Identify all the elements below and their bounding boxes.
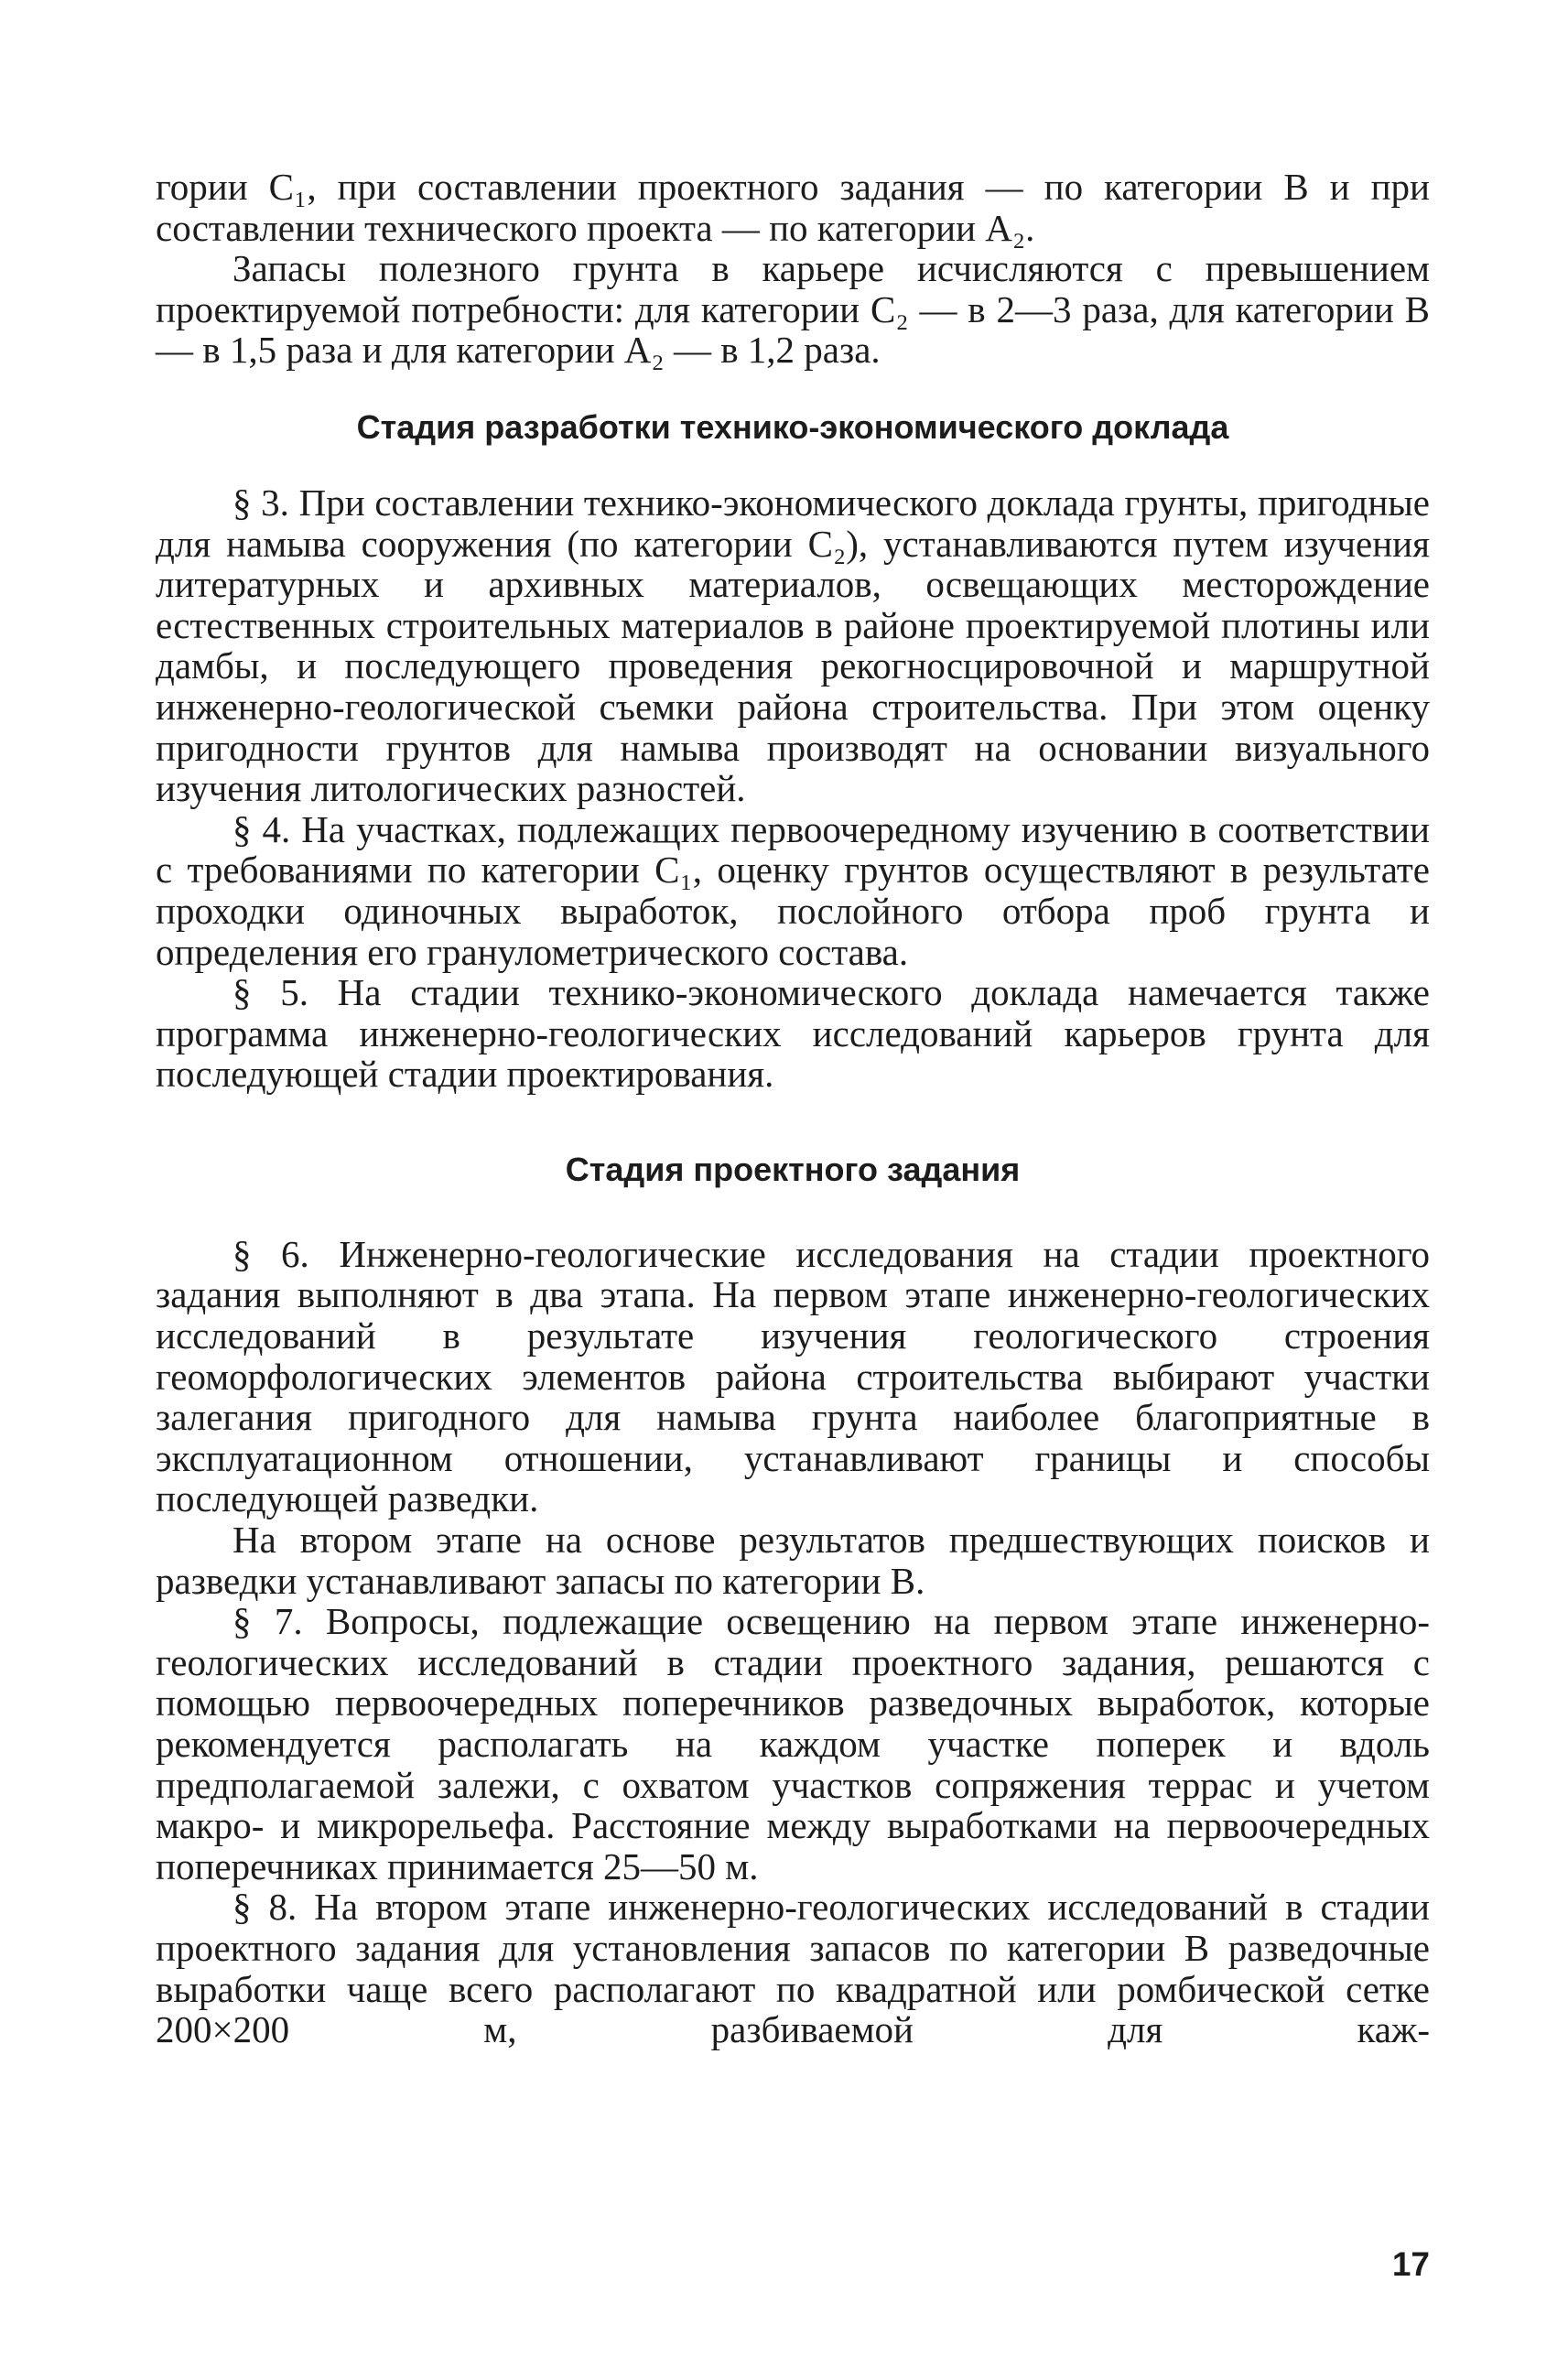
paragraph-7: § 7. Вопросы, подлежащие освещению на первом этапе инженерно-геологических исследований в стадии проектного задания, решаются с помощью первоочередных поперечников разведочных выработок, которые рекомендуется располагать на каждом участке поперек и вдоль предполагаемой залежи, с охватом участков сопряжения террас и учетом макро- и микрорельефа. Расстояние между выработками на первоочередных поперечниках принимается 25—50 м. — [156, 1600, 1430, 1887]
section-heading-feasibility-report: Стадия разработки технико-экономического доклада — [356, 407, 1229, 446]
paragraph-6: § 6. Инженерно-геологические исследования на стадии проектного задания выполняют в два этапа. На первом этапе инженерно-геологических исследований в результате изучения геологического строения геоморфологических элементов района строительства выбирают участки залегания пригодного для намыва грунта наиболее благоприятные в эксплуатационном отношении, устанавливают границы и способы последующей разведки. — [156, 1232, 1430, 1520]
intro-paragraph-reserves: Запасы полезного грунта в карьере исчисляются с превышением проектируемой потребности: для категории C₂ — в 2—3 раза, для категории B — в 1,5 раза и для категории A₂ — в 1,2 раза. — [156, 247, 1430, 372]
page-body — [156, 167, 1430, 2050]
section-heading-design-assignment: Стадия проектного задания — [565, 1150, 1021, 1188]
paragraph-8: § 8. На втором этапе инженерно-геологических исследований в стадии проектного задания для установления запасов по категории B разведочные выработки чаще всего располагают по квадратной или ромбической сетке 200×200 м, разбиваемой для каж- — [156, 1886, 1430, 2051]
paragraph-3: § 3. При составлении технико-экономического доклада грунты, пригодные для намыва сооружения (по категории C₂), устанавливаются путем изучения литературных и архивных материалов, освещающих месторождение естественных строительных материалов в районе проектируемой плотины или дамбы, и последующего проведения рекогносцировочной и маршрутной инженерно-геологической съемки района строительства. При этом оценку пригодности грунтов для намыва производят на основании визуального изучения литологических разностей. — [156, 481, 1430, 810]
paragraph-6-continued: На втором этапе на основе результатов предшествующих поисков и разведки устанавливают запасы по категории B. — [156, 1519, 1430, 1602]
paragraph-4: § 4. На участках, подлежащих первоочередному изучению в соответствии с требованиями по категории C₁, оценку грунтов осуществляют в результате проходки одиночных выработок, послойного отбора проб грунта и определения его гранулометрического состава. — [156, 807, 1430, 973]
intro-paragraph-continued: гории C₁, при составлении проектного задания — по категории B и при составлении технического проекта — по категории A₂. — [156, 166, 1430, 249]
page-number: 17 — [1391, 2245, 1430, 2283]
paragraph-5: § 5. На стадии технико-экономического доклада намечается также программа инженерно-геологических исследований карьеров грунта для последующей стадии проектирования. — [156, 971, 1430, 1096]
